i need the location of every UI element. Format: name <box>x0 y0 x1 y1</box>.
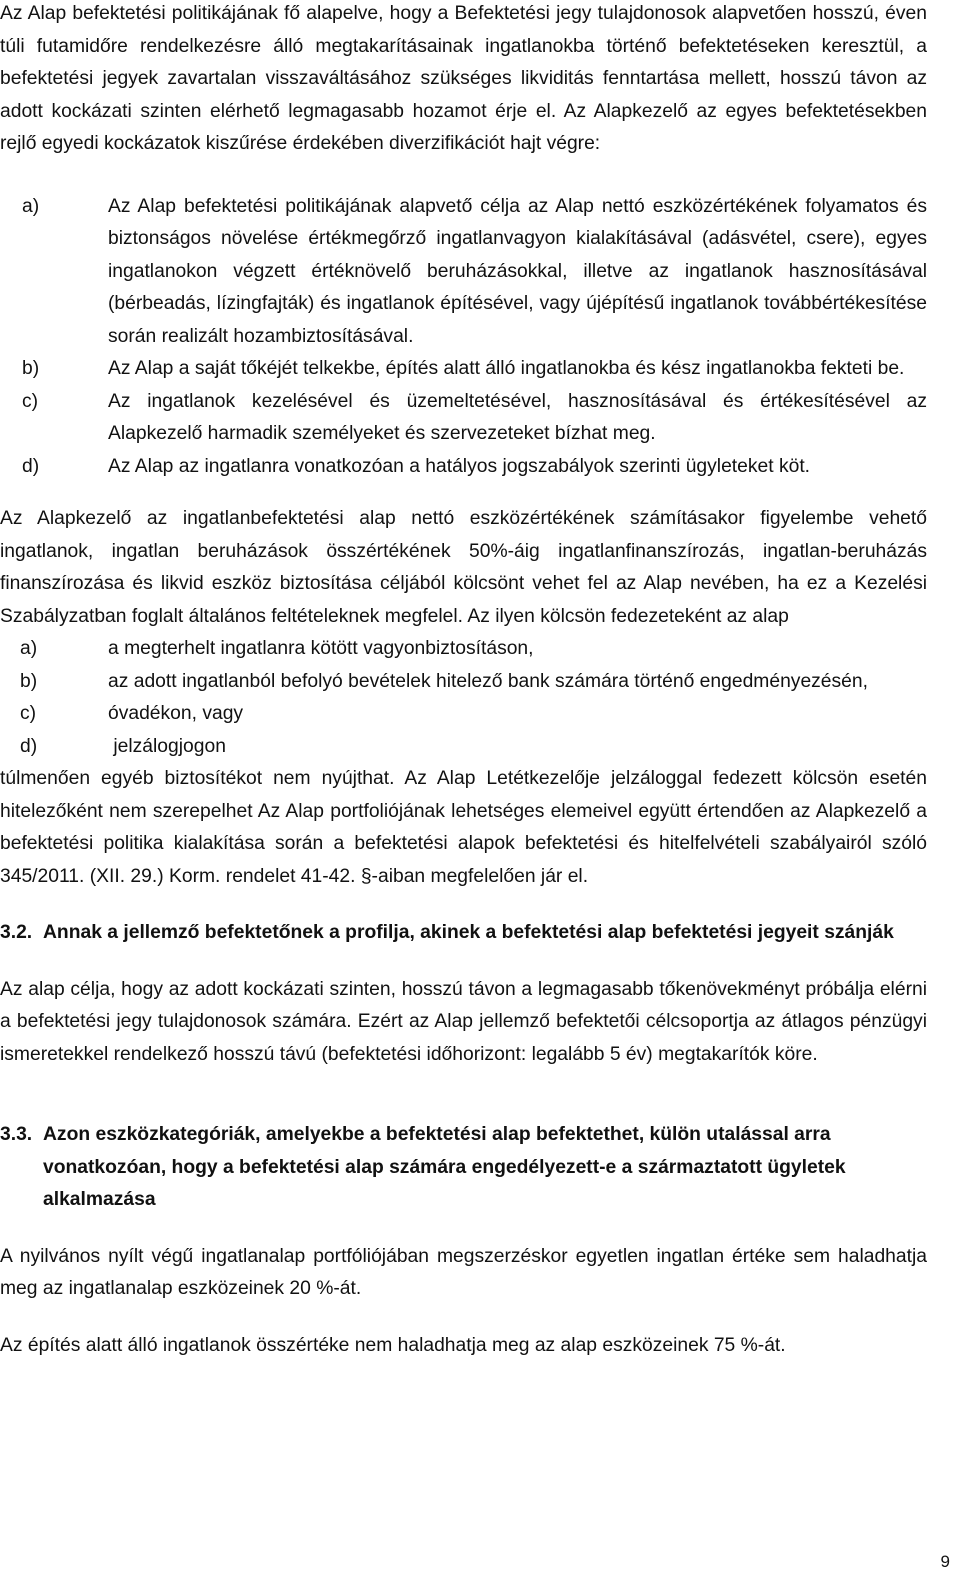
list-item-text: Az Alap a saját tőkéjét telkekbe, építés alatt álló ingatlanokba és kész ingatlanokba fekteti be. <box>108 358 905 379</box>
list-item <box>0 386 927 451</box>
section-title: Annak a jellemző befektetőnek a profilja, akinek a befektetési alap befektetési jegyeit szánják <box>43 922 894 943</box>
list-marker: b) <box>20 670 38 692</box>
intro-paragraph: Az Alap befektetési politikájának fő alapelve, hogy a Befektetési jegy tulajdonosok alapvetően hosszú, éven túli futamidőre rendelkezésre álló megtakarításainak ingatlanokba történő befektetéseken keresztül, a befektetési jegyek zavartalan visszaváltásához szükséges likviditás fenntartása mellett, hosszú távon az adott kockázati szinten elérhető legmagasabb hozamot érje el. Az Alapkezelő az egyes befektetésekben rejlő egyedi kockázatok kiszűrése érdekében diverzifikációt hajt végre: <box>0 3 927 154</box>
loan-paragraph: Az Alapkezelő az ingatlanbefektetési alap nettó eszközértékének számításakor figyelembe vehető ingatlanok, ingatlan beruházások összértékének 50%-áig ingatlanfinanszírozás, ingatlan-beruházás finanszírozása és likvid eszköz biztosítása céljából kölcsönt vehet fel az Alap nevében, ha ez a Kezelési Szabályzatban foglalt általános feltételeknek megfelel. Az ilyen kölcsön fedezeteként az alap <box>0 508 927 627</box>
list-marker: b) <box>22 358 40 379</box>
asset-limit-paragraph: A nyilvános nyílt végű ingatlanalap portfóliójában megszerzéskor egyetlen ingatlan értéke sem haladhatja meg az ingatlanalap eszközeinek 20 %-át. <box>0 1245 927 1299</box>
list-item-text: Az Alap befektetési politikájának alapvető célja az Alap nettó eszközértékének folyamatos és biztonságos növelése értékmegőrző ingatlanvagyon kialakításával (adásvétel, csere), egyes ingatlanokon végzett értéknövelő beruházásokkal, illetve az ingatlanok hasznosításával (bérbeadás, lízingfajták) és ingatlanok építésével, vagy újépítésű ingatlanok továbbértékesítése során realizált hozambiztosításával. <box>108 195 927 347</box>
list-item-text: a megterhelt ingatlanra kötött vagyonbiztosításon, <box>108 638 534 659</box>
list-item-text: Az ingatlanok kezelésével és üzemeltetésével, hasznosításával és értékesítésével az Alapkezelő harmadik személyeket és szervezeteket bízhat meg. <box>108 390 927 444</box>
spacer <box>0 1217 927 1241</box>
investor-profile-paragraph: Az alap célja, hogy az adott kockázati szinten, hosszú távon a legmagasabb tőkenövekményt próbálja elérni a befektetési jegy tulajdonosok számára. Ezért az Alap jellemző befektetői célcsoportja az átlagos pénzügyi ismeretekkel rendelkező hosszú távú (befektetési időhorizont: legalább 5 év) megtakarítók köre. <box>0 978 927 1065</box>
section-number: 3.3. <box>0 1124 33 1145</box>
list-item <box>0 666 927 699</box>
page-number: 9 <box>940 1551 950 1571</box>
spacer <box>0 161 927 191</box>
list-item <box>0 633 927 666</box>
section-heading-3-3 <box>0 1119 927 1217</box>
spacer <box>0 950 927 974</box>
spacer <box>0 1071 927 1119</box>
list-item-text: Az Alap az ingatlanra vonatkozóan a hatályos jogszabályok szerinti ügyleteket köt. <box>108 455 811 477</box>
list-item <box>0 698 927 731</box>
section-title: Azon eszközkategóriák, amelyekbe a befektetési alap befektethet, külön utalással arra vonatkozóan, hogy a befektetési alap számára engedélyezett-e a származtatott ügyletek alkalmazása <box>43 1124 846 1210</box>
diversification-list <box>0 191 927 484</box>
list-item <box>0 191 927 354</box>
list-item-text: óvadékon, vagy <box>108 703 244 724</box>
list-marker: a) <box>22 195 40 217</box>
section-heading-3-2 <box>0 917 927 950</box>
list-item-text: az adott ingatlanból befolyó bevételek hitelező bank számára történő engedményezésén, <box>108 670 868 692</box>
list-marker: a) <box>20 638 38 659</box>
list-marker: c) <box>20 703 37 724</box>
spacer <box>0 483 927 503</box>
list-item <box>0 353 927 386</box>
spacer <box>0 893 927 917</box>
construction-limit-paragraph: Az építés alatt álló ingatlanok összértéke nem haladhatja meg az alap eszközeinek 75 %-át. <box>0 1334 786 1356</box>
guarantee-paragraph: túlmenően egyéb biztosítékot nem nyújthat. Az Alap Letétkezelője jelzáloggal fedezett kölcsön esetén hitelezőként nem szerepelhet Az Alap portfoliójának lehetséges elemeivel együtt értendően az Alapkezelő a befektetési politika kialakítása során a befektetési alapok befektetési és hitelfelvételi szabályairól szóló 345/2011. (XII. 29.) Korm. rendelet 41-42. §-aiban megfelelően jár el. <box>0 768 927 887</box>
section-number: 3.2. <box>0 922 33 943</box>
list-item <box>0 451 927 484</box>
collateral-list <box>0 633 927 763</box>
list-item <box>0 731 927 764</box>
spacer <box>0 1306 927 1330</box>
list-marker: c) <box>22 390 39 412</box>
list-marker: d) <box>22 455 40 477</box>
list-marker: d) <box>20 735 38 757</box>
list-item-text: jelzálogjogon <box>108 735 226 757</box>
